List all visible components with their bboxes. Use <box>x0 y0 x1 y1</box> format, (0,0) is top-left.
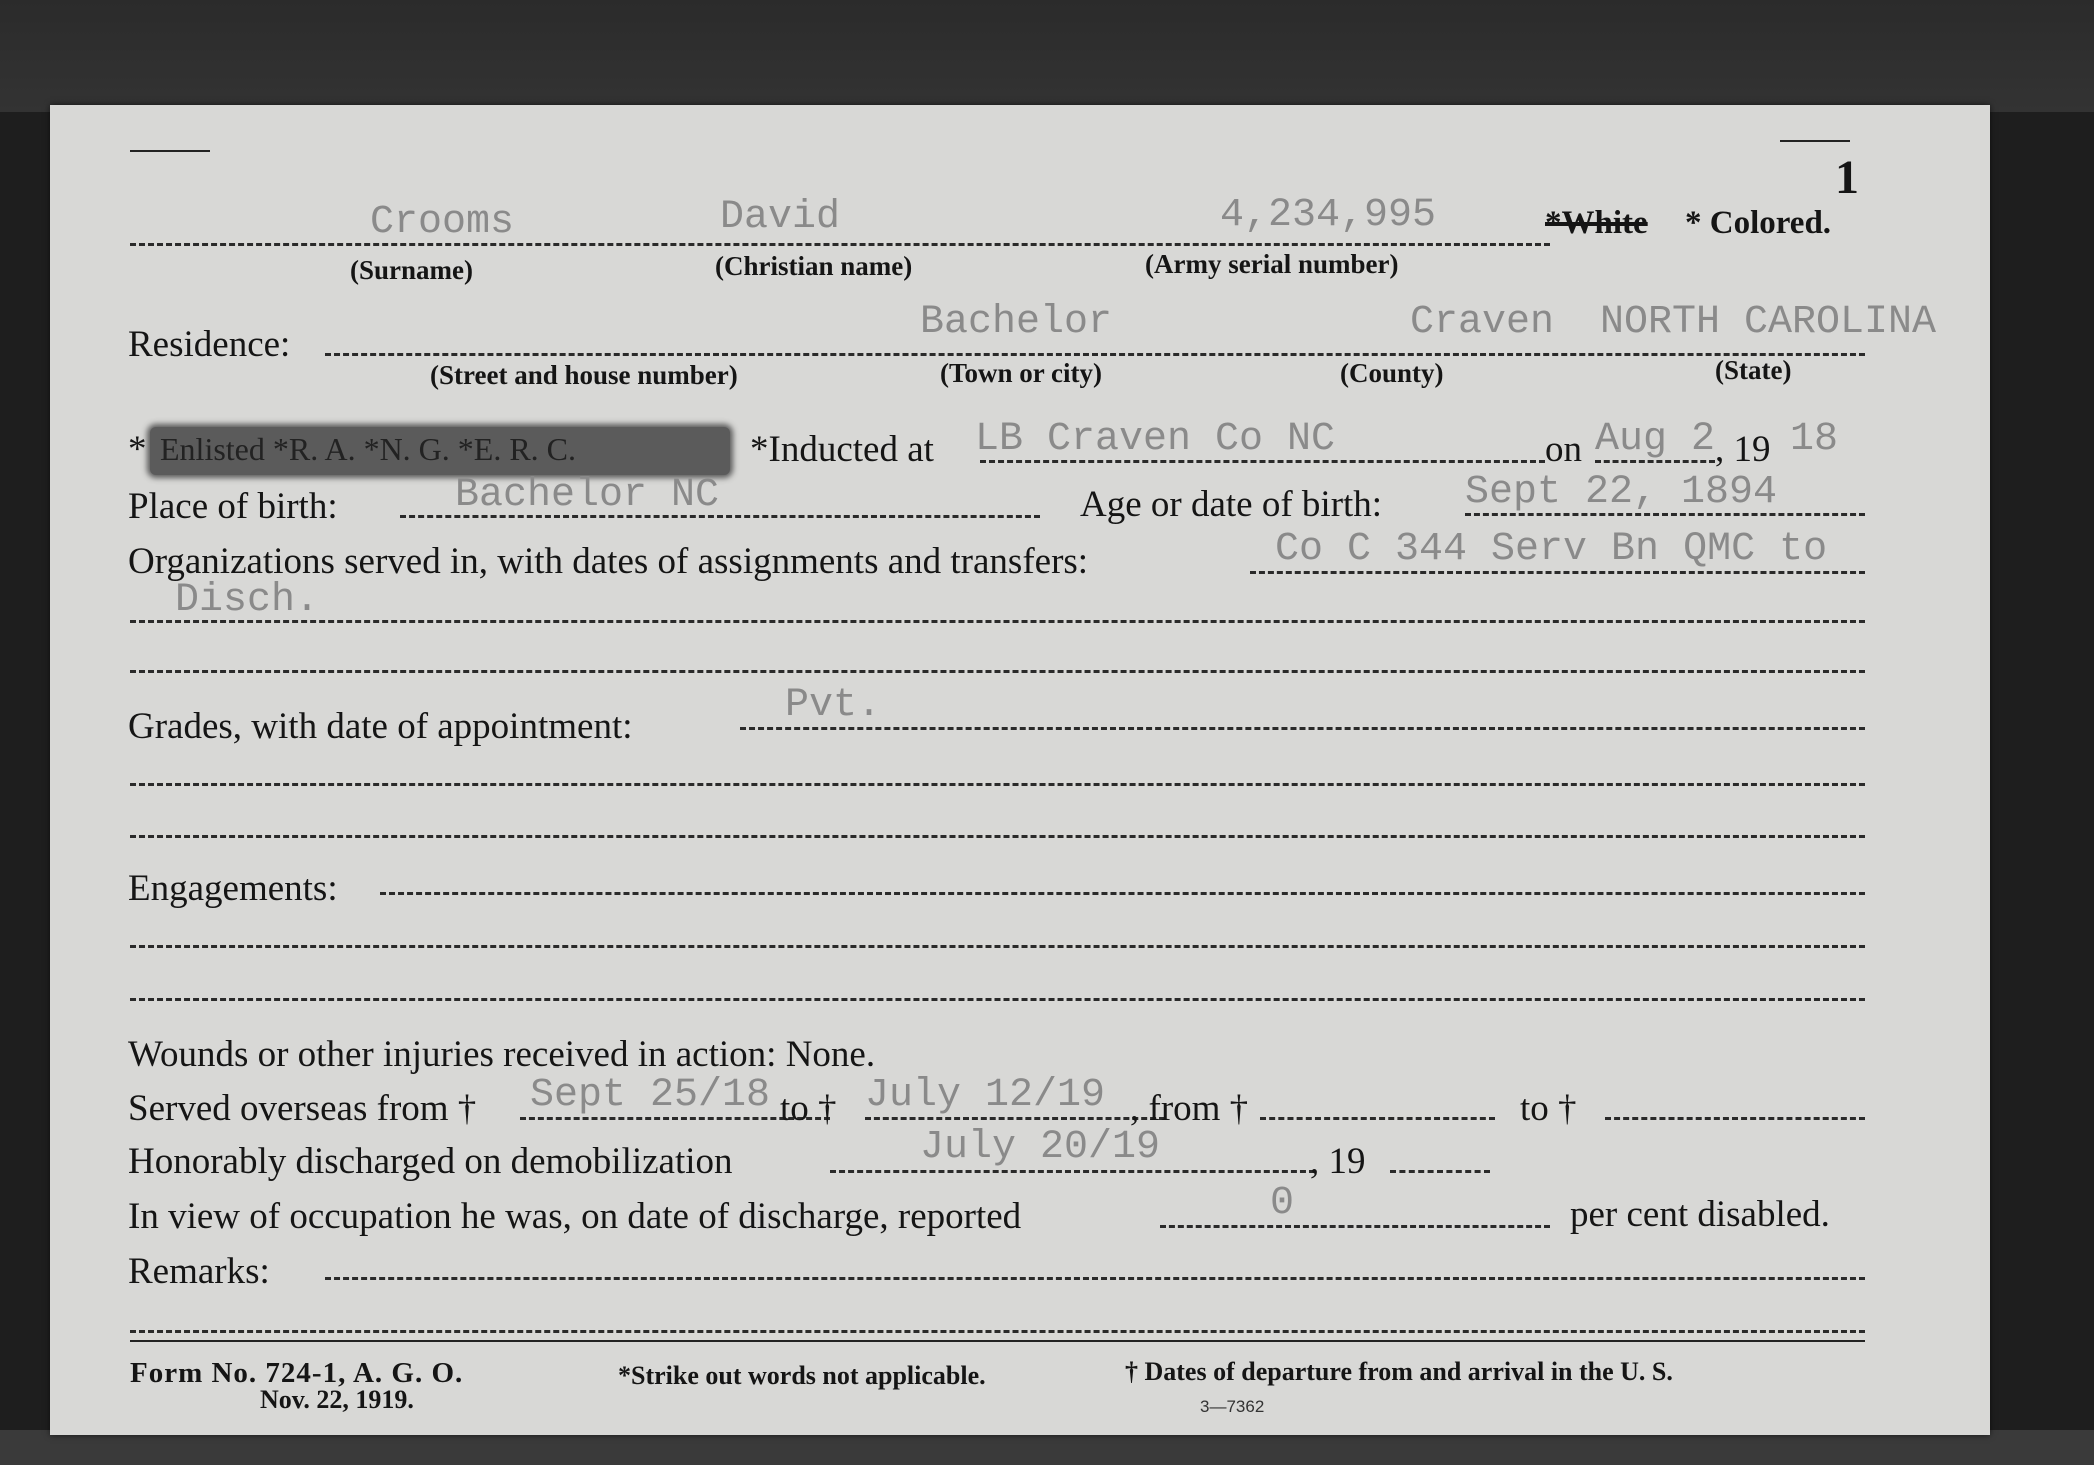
grades-line-2 <box>130 783 1865 786</box>
discharge-date-line <box>830 1170 1315 1173</box>
scan-backdrop-top <box>0 0 2094 112</box>
enlisted-redaction-blot <box>150 427 730 475</box>
engagements-line-1 <box>380 892 1865 895</box>
overseas-to-line-2 <box>1605 1117 1865 1120</box>
race-colored: * Colored. <box>1685 205 1832 241</box>
inducted-place-value: LB Craven Co NC <box>975 417 1336 462</box>
organizations-line-2 <box>130 620 1865 623</box>
surname-value: Crooms <box>370 200 515 245</box>
scan-backdrop-bottom <box>0 1430 2094 1465</box>
grades-line-3 <box>130 835 1865 838</box>
discharge-year-label: , 19 <box>1310 1141 1366 1182</box>
serial-number-caption: (Army serial number) <box>1145 249 1399 279</box>
grades-label: Grades, with date of appointment: <box>128 706 633 747</box>
remarks-line-2 <box>130 1330 1865 1333</box>
county-caption: (County) <box>1340 358 1444 388</box>
grades-value: Pvt. <box>785 683 882 728</box>
footer-rule <box>130 1340 1865 1342</box>
enlisted-struck-text: Enlisted *R. A. *N. G. *E. R. C. <box>160 431 577 467</box>
induction-date-value: Aug 2 <box>1595 417 1716 462</box>
note-strike-out: *Strike out words not applicable. <box>618 1361 986 1390</box>
engagements-label: Engagements: <box>128 868 338 909</box>
engagements-line-3 <box>130 998 1865 1001</box>
overseas-to-label: to † <box>780 1088 837 1129</box>
date-of-birth-value: Sept 22, 1894 <box>1465 470 1778 515</box>
on-label: on <box>1545 429 1582 470</box>
service-record-card <box>50 105 1990 1435</box>
inducted-label: *Inducted at <box>750 429 934 470</box>
state-caption: (State) <box>1715 355 1792 385</box>
corner-mark <box>130 150 210 152</box>
grades-line-1 <box>740 727 1865 730</box>
name-line <box>130 243 1550 246</box>
wounds-label: Wounds or other injuries received in action: None. <box>128 1034 876 1075</box>
remarks-label: Remarks: <box>128 1251 270 1292</box>
note-dates: † Dates of departure from and arrival in the U. S. <box>1125 1357 1673 1386</box>
form-number: Form No. 724-1, A. G. O. <box>130 1357 464 1389</box>
overseas-from-line-2 <box>1260 1117 1495 1120</box>
overseas-label: Served overseas from † <box>128 1088 477 1129</box>
street-caption: (Street and house number) <box>430 360 738 390</box>
organizations-label: Organizations served in, with dates of assignments and transfers: <box>128 541 1089 582</box>
serial-number-value: 4,234,995 <box>1220 193 1437 238</box>
induction-year-prefix: , 19 <box>1715 429 1771 470</box>
print-code: 3—7362 <box>1200 1397 1265 1416</box>
disability-line <box>1160 1225 1550 1228</box>
overseas-to-value: July 12/19 <box>865 1073 1106 1118</box>
place-of-birth-value: Bachelor NC <box>455 473 720 518</box>
residence-town-value: Bachelor <box>920 300 1113 345</box>
organizations-value-2: Disch. <box>175 578 320 623</box>
enlisted-asterisk: * <box>128 429 147 470</box>
christian-name-value: David <box>720 195 841 240</box>
residence-label: Residence: <box>128 324 291 365</box>
organizations-line-3 <box>130 670 1865 673</box>
place-of-birth-label: Place of birth: <box>128 486 338 527</box>
overseas-to-label-2: to † <box>1520 1088 1577 1129</box>
christian-name-caption: (Christian name) <box>715 251 913 281</box>
disability-value: 0 <box>1270 1181 1295 1226</box>
form-date: Nov. 22, 1919. <box>260 1385 414 1414</box>
race-white-struck: *White <box>1545 205 1648 241</box>
card-number-rule <box>1780 140 1850 142</box>
discharge-date-value: July 20/19 <box>920 1125 1161 1170</box>
surname-caption: (Surname) <box>350 255 473 285</box>
overseas-from-value: Sept 25/18 <box>530 1073 771 1118</box>
discharge-label: Honorably discharged on demobilization <box>128 1141 733 1182</box>
residence-line <box>325 353 1865 356</box>
card-number: 1 <box>1835 151 1859 204</box>
induction-year-suffix: 18 <box>1790 417 1839 462</box>
residence-state-value: NORTH CAROLINA <box>1600 300 1937 345</box>
disability-label: In view of occupation he was, on date of discharge, reported <box>128 1196 1022 1237</box>
organizations-value-1: Co C 344 Serv Bn QMC to <box>1275 527 1828 572</box>
discharge-year-line <box>1390 1170 1490 1173</box>
residence-county-value: Craven <box>1410 300 1555 345</box>
engagements-line-2 <box>130 945 1865 948</box>
disability-suffix: per cent disabled. <box>1570 1194 1830 1235</box>
town-caption: (Town or city) <box>940 358 1102 388</box>
remarks-line-1 <box>325 1277 1865 1280</box>
age-label: Age or date of birth: <box>1080 484 1383 525</box>
overseas-from-label-2: , from † <box>1130 1088 1249 1129</box>
